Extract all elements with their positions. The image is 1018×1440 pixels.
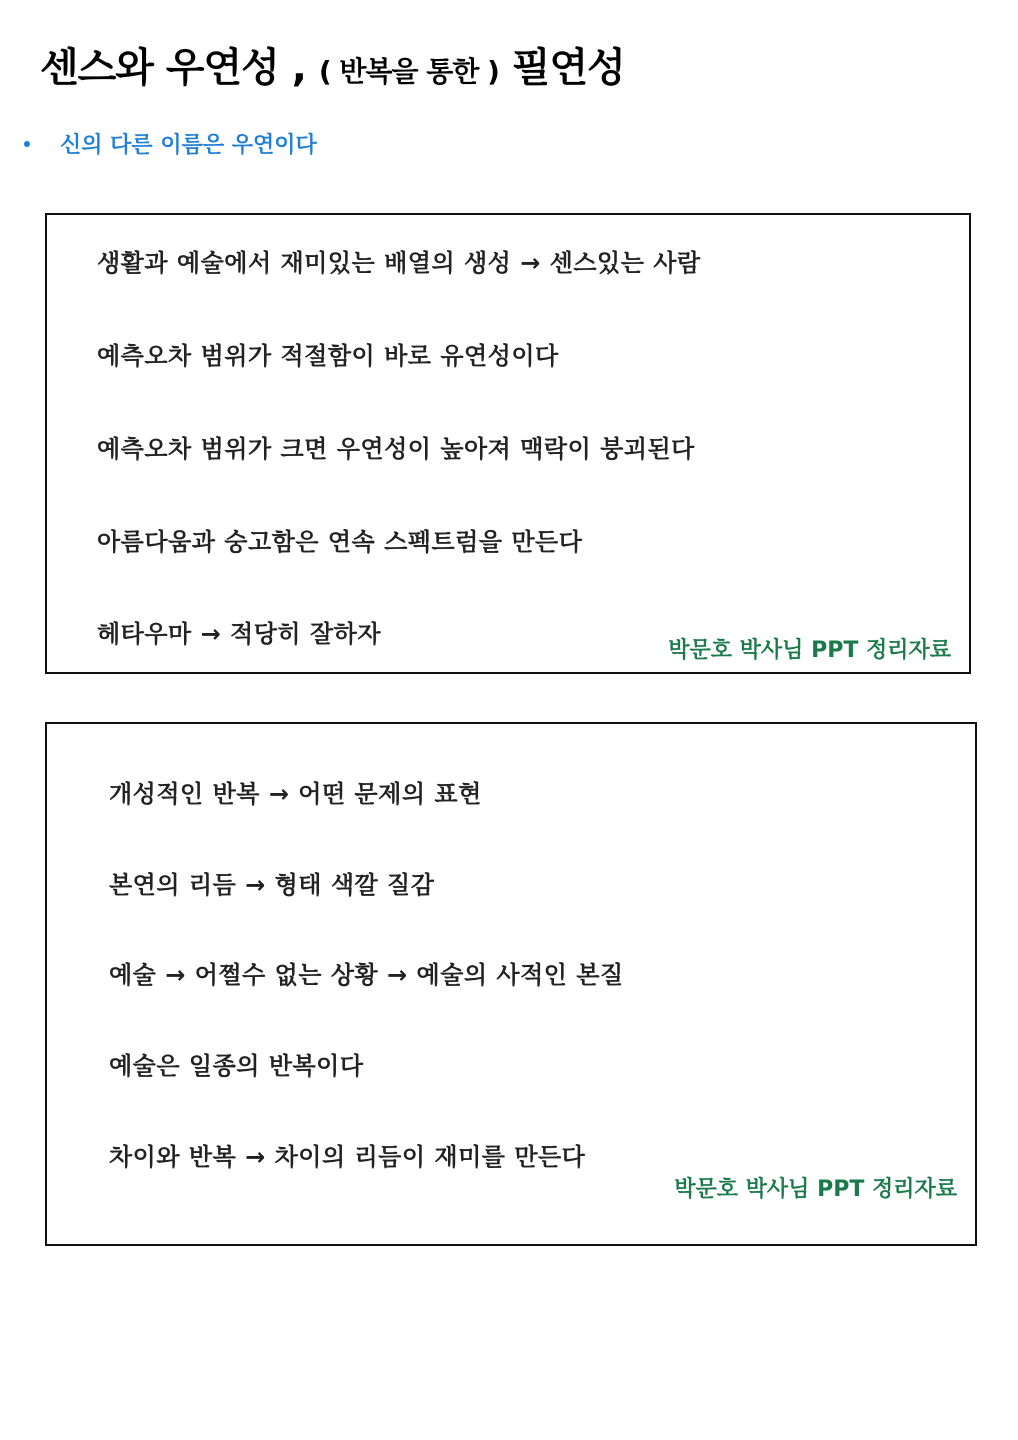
title-main: 센스와 우연성 , bbox=[40, 45, 306, 91]
page-title bbox=[40, 36, 625, 93]
notes-box-2 bbox=[45, 722, 977, 1246]
note-line: 예술은 일종의 반복이다 bbox=[109, 1052, 364, 1080]
note-line: 예측오차 범위가 크면 우연성이 높아져 맥락이 붕괴된다 bbox=[97, 435, 695, 463]
title-paren: ( 반복을 통한 ) bbox=[318, 55, 499, 88]
bullet-dot-icon bbox=[24, 141, 30, 147]
notes-box-1 bbox=[45, 213, 971, 674]
note-line: 차이와 반복 → 차이의 리듬이 재미를 만든다 bbox=[109, 1143, 586, 1171]
note-line: 예술 → 어쩔수 없는 상황 → 예술의 사적인 본질 bbox=[109, 961, 624, 989]
note-line: 본연의 리듬 → 형태 색깔 질감 bbox=[109, 871, 435, 899]
note-line: 아름다움과 숭고함은 연속 스펙트럼을 만든다 bbox=[97, 528, 583, 556]
credit-label: 박문호 박사님 PPT 정리자료 bbox=[674, 1177, 957, 1202]
note-line: 생활과 예술에서 재미있는 배열의 생성 → 센스있는 사람 bbox=[97, 249, 701, 277]
credit-label: 박문호 박사님 PPT 정리자료 bbox=[668, 638, 951, 663]
note-line: 개성적인 반복 → 어떤 문제의 표현 bbox=[109, 780, 482, 808]
bullet-text: 신의 다른 이름은 우연이다 bbox=[60, 133, 317, 158]
bullet-item bbox=[24, 128, 317, 159]
note-line: 헤타우마 → 적당히 잘하자 bbox=[97, 620, 382, 648]
note-line: 예측오차 범위가 적절함이 바로 유연성이다 bbox=[97, 342, 559, 370]
title-end: 필연성 bbox=[511, 45, 625, 91]
